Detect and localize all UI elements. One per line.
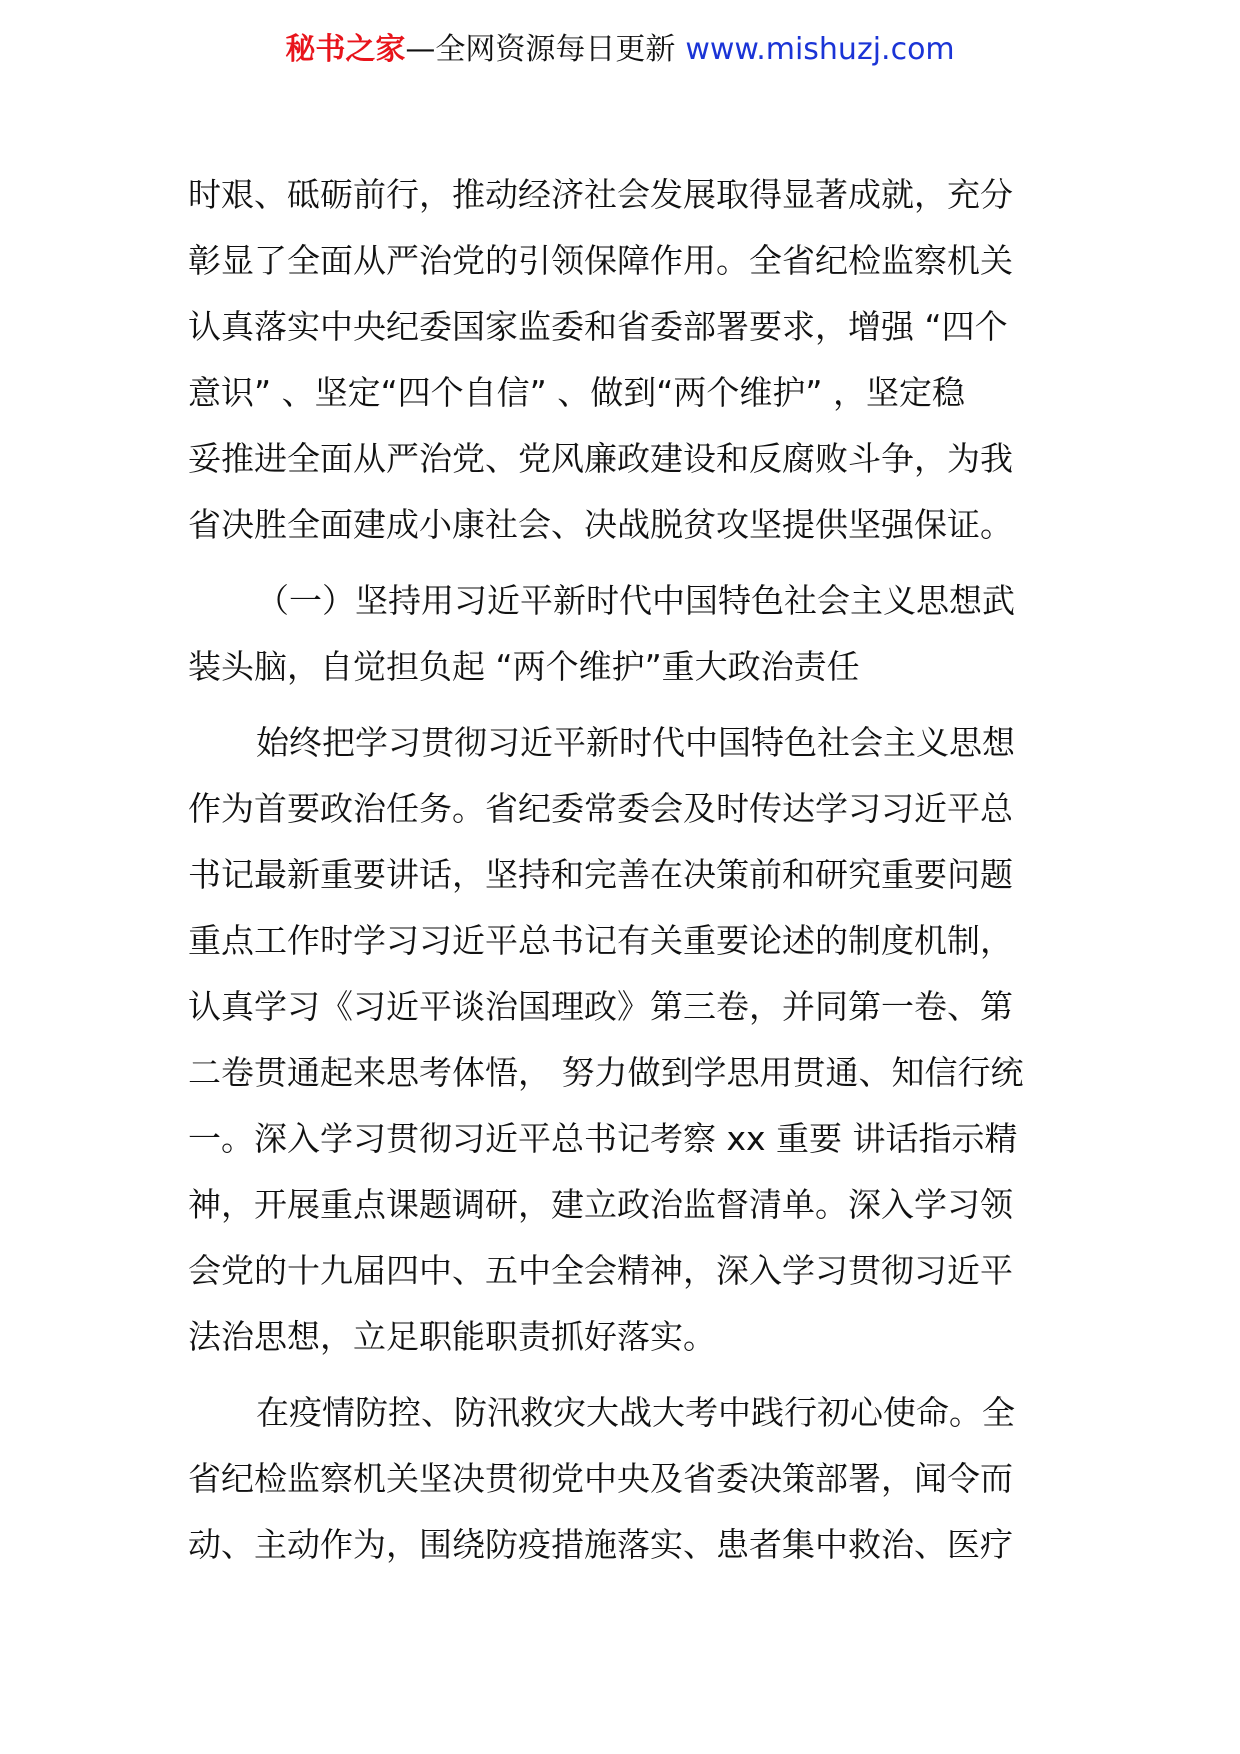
text-line: 会党的十九届四中、五中全会精神，深入学习贯彻习近平 bbox=[188, 1251, 1013, 1290]
text-line: 彰显了全面从严治党的引领保障作用。全省纪检监察机关 bbox=[188, 241, 1013, 280]
text-line: 二卷贯通起来思考体悟， 努力做到学思用贯通、知信行统 bbox=[188, 1053, 1024, 1092]
text-line: 在疫情防控、防汛救灾大战大考中践行初心使命。全 bbox=[256, 1393, 1015, 1432]
text-line: 意识” 、坚定“四个自信” 、做到“两个维护” ，坚定稳 bbox=[188, 373, 965, 412]
text-line: 重点工作时学习习近平总书记有关重要论述的制度机制， bbox=[188, 921, 1013, 960]
site-header bbox=[0, 28, 1240, 72]
text-line: 妥推进全面从严治党、党风廉政建设和反腐败斗争，为我 bbox=[188, 439, 1013, 478]
text-line: 时艰、砥砺前行，推动经济社会发展取得显著成就，充分 bbox=[188, 175, 1013, 214]
heading-line: （一）坚持用习近平新时代中国特色社会主义思想武 bbox=[256, 581, 1015, 620]
header-tagline: —全网资源每日更新 bbox=[405, 32, 676, 67]
site-url-link[interactable]: www.mishuzj.com bbox=[685, 32, 955, 67]
heading-line: 装头脑，自觉担负起 “两个维护”重大政治责任 bbox=[188, 647, 860, 686]
text-line: 始终把学习贯彻习近平新时代中国特色社会主义思想 bbox=[256, 723, 1015, 762]
document-body bbox=[188, 162, 1058, 1578]
text-line: 书记最新重要讲话，坚持和完善在决策前和研究重要问题 bbox=[188, 855, 1013, 894]
text-line: 动、主动作为，围绕防疫措施落实、患者集中救治、医疗 bbox=[188, 1525, 1013, 1564]
text-line: 作为首要政治任务。省纪委常委会及时传达学习习近平总 bbox=[188, 789, 1013, 828]
paragraph-2 bbox=[188, 710, 1058, 1370]
text-line: 省纪检监察机关坚决贯彻党中央及省委决策部署，闻令而 bbox=[188, 1459, 1013, 1498]
text-line: 神，开展重点课题调研，建立政治监督清单。深入学习领 bbox=[188, 1185, 1013, 1224]
paragraph-1 bbox=[188, 162, 1058, 558]
text-line: 法治思想，立足职能职责抓好落实。 bbox=[188, 1317, 716, 1356]
paragraph-3 bbox=[188, 1380, 1058, 1578]
section-heading bbox=[188, 568, 1058, 700]
text-line: 认真落实中央纪委国家监委和省委部署要求，增强 “四个 bbox=[188, 307, 1008, 346]
text-line: 认真学习《习近平谈治国理政》第三卷，并同第一卷、第 bbox=[188, 987, 1013, 1026]
brand-name: 秘书之家 bbox=[285, 32, 406, 67]
text-line: 一。深入学习贯彻习近平总书记考察 xx 重要 讲话指示精 bbox=[188, 1119, 1018, 1158]
text-line: 省决胜全面建成小康社会、决战脱贫攻坚提供坚强保证。 bbox=[188, 505, 1013, 544]
